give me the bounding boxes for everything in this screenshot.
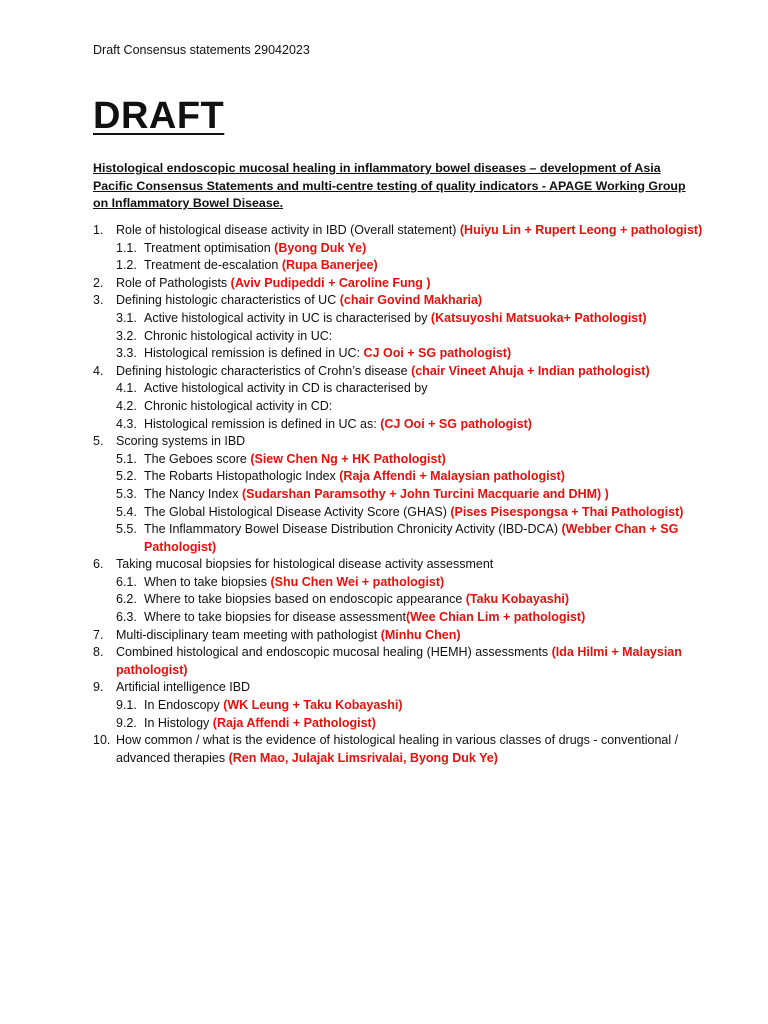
sub-list-item <box>93 504 703 522</box>
item-assignees: (Aviv Pudipeddi + Caroline Fung ) <box>230 275 431 290</box>
sub-item-assignees: (Raja Affendi + Malaysian pathologist) <box>339 469 565 484</box>
item-topic: How common / what is the evidence of histological healing in various classes of drugs - conventional / advanced therapies <box>116 733 679 765</box>
sub-item-topic: The Geboes score <box>144 451 251 466</box>
sub-item-topic: Where to take biopsies based on endoscopic appearance <box>144 592 466 607</box>
item-number: 2. <box>93 275 104 290</box>
item-text <box>116 363 703 381</box>
sub-item-topic: Active histological activity in CD is characterised by <box>144 381 428 396</box>
sub-item-topic: In Endoscopy <box>144 698 224 713</box>
item-number: 8. <box>93 645 104 660</box>
list-item <box>93 433 703 451</box>
list-item <box>93 732 703 767</box>
sub-list-item <box>93 257 703 275</box>
list-item <box>93 644 703 679</box>
sub-item-text <box>144 451 703 469</box>
sub-item-text <box>144 398 703 416</box>
sub-list-item <box>93 574 703 592</box>
item-number: 6. <box>93 557 104 572</box>
sub-list-item <box>93 398 703 416</box>
sub-list-item <box>93 591 703 609</box>
sub-item-text <box>144 486 703 504</box>
item-assignees: (chair Govind Makharia) <box>339 293 483 308</box>
statement-list <box>93 222 703 767</box>
list-item <box>93 275 703 293</box>
sub-item-topic: The Robarts Histopathologic Index <box>144 469 340 484</box>
item-assignees: (Ida Hilmi + Malaysian pathologist) <box>116 645 682 677</box>
sub-list-item <box>93 697 703 715</box>
sub-item-number: 6.2. <box>116 592 137 607</box>
sub-list-item <box>93 486 703 504</box>
sub-list-item <box>93 380 703 398</box>
list-item <box>93 679 703 697</box>
list-item <box>93 222 703 240</box>
sub-item-topic: The Global Histological Disease Activity Score (GHAS) <box>144 504 451 519</box>
sub-item-topic: When to take biopsies <box>144 574 271 589</box>
sub-item-assignees: (Sudarshan Paramsothy + John Turcini Macquarie and DHM) ) <box>241 486 609 501</box>
sub-item-assignees: (Katsuyoshi Matsuoka+ Pathologist) <box>430 310 647 325</box>
sub-item-number: 6.3. <box>116 610 137 625</box>
item-text <box>116 292 703 310</box>
sub-item-number: 5.5. <box>116 522 137 537</box>
item-topic: Scoring systems in IBD <box>116 434 246 449</box>
sub-item-assignees: (Taku Kobayashi) <box>465 592 570 607</box>
item-topic: Combined histological and endoscopic mucosal healing (HEMH) assessments <box>116 645 552 660</box>
sub-item-text <box>144 416 703 434</box>
sub-list-item <box>93 451 703 469</box>
sub-item-assignees: (Raja Affendi + Pathologist) <box>212 715 376 730</box>
document-subtitle: Histological endoscopic mucosal healing in inflammatory bowel diseases – development of Asia Pacific Consensus Statements and multi-centre testing of quality indicators - APAGE Working Group on Inflammatory Bowel Disease. <box>93 161 686 211</box>
document-header: Draft Consensus statements 29042023 <box>93 43 310 57</box>
sub-item-text <box>144 521 703 556</box>
sub-item-assignees: CJ Ooi + SG pathologist) <box>363 346 512 361</box>
sub-item-number: 9.2. <box>116 715 137 730</box>
sub-item-assignees: (Webber Chan + SG Pathologist) <box>144 522 679 554</box>
item-topic: Role of Pathologists <box>116 275 231 290</box>
item-text <box>116 679 703 697</box>
item-assignees: (chair Vineet Ahuja + Indian pathologist) <box>411 363 650 378</box>
sub-item-topic: Treatment optimisation <box>144 240 275 255</box>
sub-item-assignees: (Pises Pisespongsa + Thai Pathologist) <box>450 504 684 519</box>
sub-list-item <box>93 416 703 434</box>
item-assignees: (Huiyu Lin + Rupert Leong + pathologist) <box>459 223 703 237</box>
sub-item-text <box>144 345 703 363</box>
sub-item-topic: Where to take biopsies for disease assessment <box>144 610 406 625</box>
sub-item-assignees: (Rupa Banerjee) <box>281 258 378 273</box>
item-text <box>116 222 703 240</box>
item-number: 7. <box>93 627 104 642</box>
sub-item-text <box>144 697 703 715</box>
sub-item-topic: Chronic histological activity in CD: <box>144 398 333 413</box>
item-topic: Role of histological disease activity in IBD (Overall statement) <box>116 223 460 237</box>
sub-item-number: 3.1. <box>116 310 137 325</box>
item-topic: Artificial intelligence IBD <box>116 680 251 695</box>
sub-item-text <box>144 715 703 733</box>
list-item <box>93 556 703 574</box>
item-text <box>116 627 703 645</box>
item-number: 3. <box>93 293 104 308</box>
sub-item-text <box>144 468 703 486</box>
sub-item-topic: In Histology <box>144 715 213 730</box>
sub-item-number: 6.1. <box>116 574 137 589</box>
item-text <box>116 644 703 679</box>
sub-item-text <box>144 257 703 275</box>
item-topic: Multi-disciplinary team meeting with pathologist <box>116 627 381 642</box>
list-item <box>93 292 703 310</box>
sub-item-text <box>144 310 703 328</box>
item-topic: Defining histologic characteristics of UC <box>116 293 340 308</box>
sub-list-item <box>93 328 703 346</box>
item-text <box>116 275 703 293</box>
sub-item-assignees: (CJ Ooi + SG pathologist) <box>380 416 532 431</box>
sub-item-assignees: (Shu Chen Wei + pathologist) <box>270 574 445 589</box>
sub-item-topic: Chronic histological activity in UC: <box>144 328 333 343</box>
sub-item-topic: Histological remission is defined in UC: <box>144 346 364 361</box>
sub-item-text <box>144 591 703 609</box>
item-assignees: (Minhu Chen) <box>380 627 461 642</box>
sub-item-topic: The Nancy Index <box>144 486 242 501</box>
item-text <box>116 433 703 451</box>
sub-item-text <box>144 574 703 592</box>
item-text <box>116 556 703 574</box>
sub-item-number: 5.1. <box>116 451 137 466</box>
sub-item-number: 4.2. <box>116 398 137 413</box>
list-item <box>93 627 703 645</box>
sub-item-number: 4.3. <box>116 416 137 431</box>
sub-item-number: 1.2. <box>116 258 137 273</box>
sub-item-assignees: (Siew Chen Ng + HK Pathologist) <box>250 451 446 466</box>
sub-item-number: 3.3. <box>116 346 137 361</box>
sub-item-assignees: (Wee Chian Lim + pathologist) <box>405 610 586 625</box>
sub-item-number: 1.1. <box>116 240 137 255</box>
sub-item-number: 9.1. <box>116 698 137 713</box>
sub-item-text <box>144 609 703 627</box>
item-number: 1. <box>93 223 104 237</box>
sub-item-text <box>144 380 703 398</box>
sub-item-text <box>144 328 703 346</box>
sub-item-assignees: (Byong Duk Ye) <box>274 240 367 255</box>
sub-item-number: 5.4. <box>116 504 137 519</box>
item-number: 5. <box>93 434 104 449</box>
sub-item-topic: The Inflammatory Bowel Disease Distribution Chronicity Activity (IBD-DCA) <box>144 522 562 537</box>
list-item <box>93 363 703 381</box>
draft-title: DRAFT <box>93 95 225 137</box>
sub-item-topic: Active histological activity in UC is characterised by <box>144 310 431 325</box>
sub-list-item <box>93 521 703 556</box>
sub-item-number: 4.1. <box>116 381 137 396</box>
sub-list-item <box>93 345 703 363</box>
item-number: 4. <box>93 363 104 378</box>
item-topic: Defining histologic characteristics of Crohn’s disease <box>116 363 412 378</box>
sub-list-item <box>93 715 703 733</box>
sub-item-number: 5.2. <box>116 469 137 484</box>
sub-item-topic: Treatment de-escalation <box>144 258 282 273</box>
sub-list-item <box>93 468 703 486</box>
item-number: 10. <box>93 733 111 748</box>
sub-list-item <box>93 609 703 627</box>
sub-list-item <box>93 310 703 328</box>
sub-item-number: 3.2. <box>116 328 137 343</box>
sub-item-number: 5.3. <box>116 486 137 501</box>
sub-item-topic: Histological remission is defined in UC as: <box>144 416 381 431</box>
item-assignees: (Ren Mao, Julajak Limsrivalai, Byong Duk Ye) <box>228 750 498 765</box>
sub-item-text <box>144 504 703 522</box>
item-text <box>116 732 703 767</box>
item-topic: Taking mucosal biopsies for histological disease activity assessment <box>116 557 494 572</box>
item-number: 9. <box>93 680 104 695</box>
sub-item-text <box>144 240 703 258</box>
sub-item-assignees: (WK Leung + Taku Kobayashi) <box>223 698 403 713</box>
sub-list-item <box>93 240 703 258</box>
